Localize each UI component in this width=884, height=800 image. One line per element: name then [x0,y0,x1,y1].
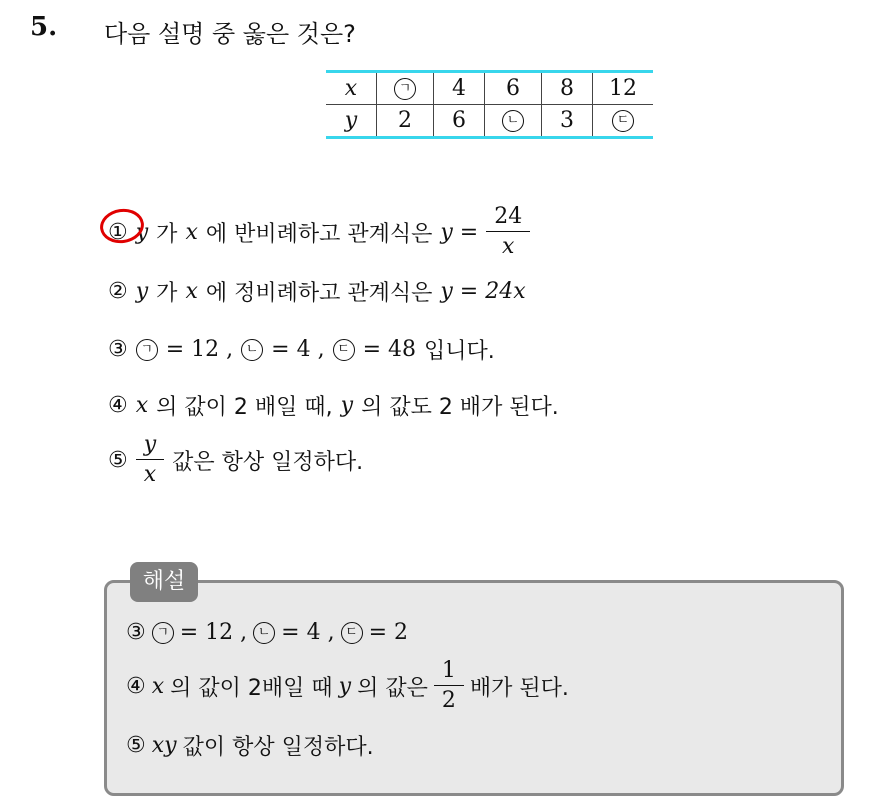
explanation-text: 의 값은 [357,675,428,701]
fraction-numerator: 1 [441,658,456,683]
option-text: 가 [156,221,178,247]
fraction [490,206,526,258]
option-text: 값은 항상 일정하다. [172,449,364,475]
option-text: 에 정비례하고 관계식은 [205,281,433,306]
option-3[interactable] [108,334,495,365]
table-row-x [326,72,653,105]
table-header-x: x [326,72,377,105]
table-header-y: y [344,108,358,133]
math-var: x [185,279,198,304]
circled-letter: ㄷ [612,110,634,132]
explanation-text: 배가 된다. [469,675,569,701]
math-expression: y = [440,219,479,245]
option-5[interactable] [108,434,363,486]
table-cell [593,105,654,138]
table-cell: 6 [485,72,542,105]
circled-letter: ㄷ [333,339,355,361]
explanation-line-3 [126,620,408,645]
math-expression: = 12 , [165,337,234,362]
option-number: ⑤ [126,733,146,758]
math-expression: = 48 [362,337,416,362]
fraction-denominator: x [486,231,530,258]
option-text: 에 반비례하고 관계식은 [205,221,433,247]
table-cell: 4 [434,72,485,105]
option-number: ② [108,279,128,304]
math-var: x [135,393,149,418]
math-var: x [151,673,165,699]
option-text: 입니다. [424,339,495,364]
math-var: y [340,393,354,418]
option-text: 가 [156,281,178,306]
math-expression: = 12 , [179,620,248,645]
circled-letter: ㄱ [152,622,174,644]
math-expression: = 2 [368,620,409,645]
option-text: 의 값도 2 배가 된다. [361,395,559,420]
fraction-numerator: y [143,432,157,457]
explanation-text: 의 값이 2배일 때 [170,675,333,701]
table-row-y [326,105,653,138]
option-number: ④ [108,393,128,418]
circled-letter: ㄴ [253,622,275,644]
explanation-title: 해설 [130,562,198,602]
fraction [140,434,160,486]
option-number: ⑤ [108,447,128,473]
circled-letter: ㄱ [394,78,416,100]
option-number: ④ [126,673,146,699]
math-var: y [338,673,352,699]
explanation-text: 값이 항상 일정하다. [182,735,374,760]
explanation-line-4 [126,660,569,712]
value-table [326,70,653,139]
fraction-numerator: 24 [494,204,523,229]
option-number: ① [108,219,128,245]
table-cell: 8 [542,72,593,105]
circled-letter: ㄷ [341,622,363,644]
explanation-line-5 [126,730,374,761]
circled-letter: ㄴ [502,110,524,132]
question-number: 5. [30,12,58,42]
option-text: 의 값이 2 배일 때, [156,395,333,420]
table-cell: 3 [542,105,593,138]
fraction-denominator: 2 [434,685,464,712]
table-cell: 12 [593,72,654,105]
math-expression: = 4 , [271,337,325,362]
math-expression: y = 24x [440,279,526,304]
fraction-denominator: x [136,459,164,486]
math-var: y [135,219,149,245]
table-cell [377,72,434,105]
option-number: ③ [108,337,128,362]
option-1[interactable] [108,206,530,258]
math-var: y [135,279,149,304]
math-var: xy [151,733,177,758]
option-4[interactable] [108,390,559,421]
table-cell [485,105,542,138]
table-cell: 6 [434,105,485,138]
math-expression: = 4 , [281,620,335,645]
math-var: x [185,219,198,245]
option-number: ③ [126,620,146,645]
option-2[interactable] [108,276,526,307]
question-text: 다음 설명 중 옳은 것은? [104,20,356,48]
table-cell: 2 [377,105,434,138]
circled-letter: ㄱ [136,339,158,361]
circled-letter: ㄴ [241,339,263,361]
fraction [438,660,460,712]
